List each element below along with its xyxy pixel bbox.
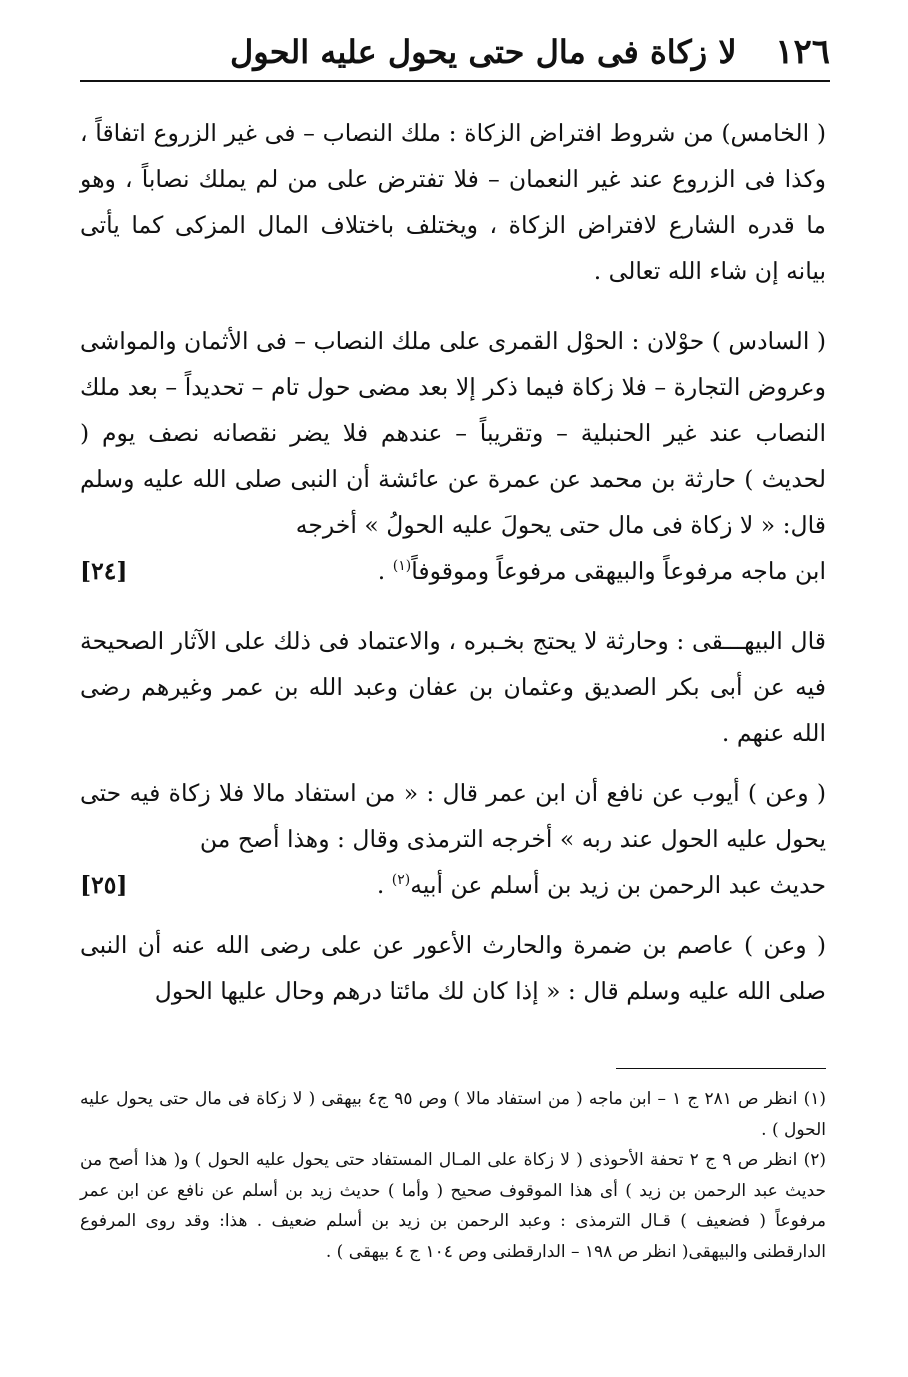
footnotes	[80, 1084, 826, 1267]
page-number: ١٢٦	[775, 32, 830, 72]
paragraph-ayyub	[80, 770, 826, 908]
page-header	[80, 28, 830, 76]
last-line-text: ابن ماجه مرفوعاً والبيهقى مرفوعاً وموقوفاً$^{(١)}$ .	[377, 557, 826, 585]
footnote-rule	[616, 1068, 826, 1069]
paragraph-fifth-condition	[80, 110, 826, 294]
paragraph-sixth-condition	[80, 318, 826, 594]
header-rule	[80, 80, 830, 82]
running-title: لا زكاة فى مال حتى يحول عليه الحول	[230, 33, 737, 71]
paragraph-text: ( وعن ) أيوب عن نافع أن ابن عمر قال : « من استفاد مالا فلا زكاة فيه حتى يحول عليه الحول عند ربه » أخرجه الترمذى وقال : وهذا أصح من	[80, 779, 826, 853]
paragraph-asim	[80, 922, 826, 1014]
main-text	[80, 110, 826, 1038]
hadith-reference-number: [٢٥]	[80, 871, 128, 899]
paragraph-text: ( الخامس) من شروط افتراض الزكاة : ملك النصاب – فى غير الزروع اتفاقاً ، وكذا فى الزروع عند غير النعمان – فلا تفترض على من لم يملك نصاباً ، وهو ما قدره الشارع لافتراض الزكاة ، ويختلف باختلاف المال المزكى كما يأتى بيانه إن شاء الله تعالى .	[80, 119, 826, 285]
paragraph-bayhaqi	[80, 618, 826, 756]
footnote-1: (١) انظر ص ٢٨١ ج ١ – ابن ماجه ( من استفاد مالا ) وص ٩٥ ج٤ بيهقى ( لا زكاة فى مال حتى يحول عليه الحول ) .	[80, 1089, 826, 1140]
paragraph-text: قال البيهـــقى : وحارثة لا يحتج بخـبره ، والاعتماد فى ذلك على الآثار الصحيحة فيه عن أبى بكر الصديق وعثمان بن عفان وعبد الله بن عمر وغيرهم رضى الله عنهم .	[80, 627, 826, 747]
footnote-mark: (١)	[392, 558, 412, 575]
paragraph-last-line	[80, 862, 826, 908]
last-line-text: حديث عبد الرحمن بن زيد بن أسلم عن أبيه$^{(٢)}$ .	[376, 871, 826, 899]
footnote-2: (٢) انظر ص ٩ ج ٢ تحفة الأحوذى ( لا زكاة على المـال المستفاد حتى يحول عليه الحول ) و( هذا أصح من حديث عبد الرحمن بن زيد ) أى هذا الموقوف صحيح ( وأما ) حديث زيد بن أسلم عن نافع عن ابن عمر مرفوعاً ( فضعيف ) قـال الترمذى : وعبد الرحمن بن زيد بن أسلم ضعيف . هذا: وقد روى المرفوع الدارقطنى والبيهقى( انظر ص ١٩٨ – الدارقطنى وص ١٠٤ ج ٤ بيهقى ) .	[80, 1150, 826, 1262]
hadith-reference-number: [٢٤]	[80, 557, 128, 585]
paragraph-last-line	[80, 548, 826, 594]
footnote-mark: (٢)	[391, 872, 411, 889]
paragraph-text: ( السادس ) حوْلان : الحوْل القمرى على ملك النصاب – فى الأثمان والمواشى وعروض التجارة – فلا زكاة فيما ذكر إلا بعد مضى حول تام – تحديداً – بعد ملك النصاب عند غير الحنبلية – وتقريباً – عندهم فلا يضر نقصانه نصف يوم ( لحديث ) حارثة بن محمد عن عمرة عن عائشة أن النبى صلى الله عليه وسلم قال: « لا زكاة فى مال حتى يحولَ عليه الحولُ » أخرجه	[80, 327, 826, 539]
paragraph-text: ( وعن ) عاصم بن ضمرة والحارث الأعور عن على رضى الله عنه أن النبى صلى الله عليه وسلم قال : « إذا كان لك مائتا درهم وحال عليها الحول	[80, 931, 826, 1005]
